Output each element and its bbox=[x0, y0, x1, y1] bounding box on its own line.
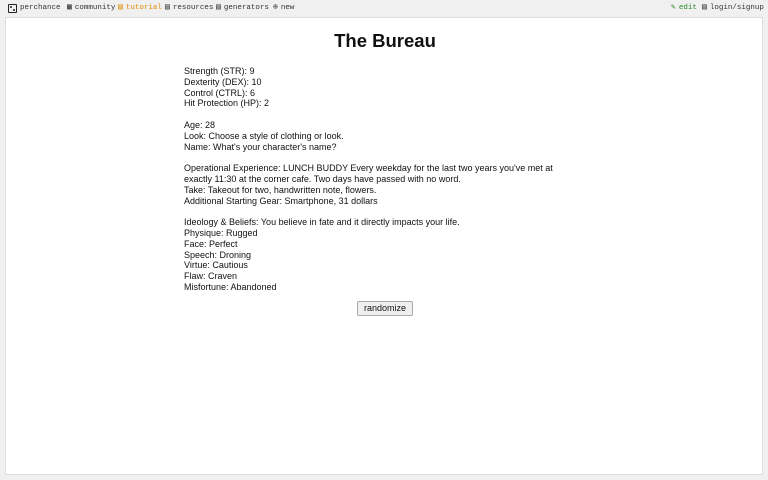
trait-physique: Physique: Rugged bbox=[184, 227, 258, 238]
spacer bbox=[184, 206, 604, 217]
trait-misfortune: Misfortune: Abandoned bbox=[184, 281, 277, 292]
stat-strength: Strength (STR): 9 bbox=[184, 66, 255, 76]
nav-resources-label: resources bbox=[172, 4, 214, 12]
character-sheet bbox=[184, 66, 604, 293]
spacer bbox=[184, 109, 604, 120]
bio-age: Age: 28 bbox=[184, 119, 216, 130]
nav-login[interactable] bbox=[702, 2, 764, 14]
nav-perchance-label: perchance bbox=[20, 4, 61, 12]
nav-resources[interactable] bbox=[165, 2, 213, 14]
experience-gear: Additional Starting Gear: Smartphone, 31 dollars bbox=[184, 195, 378, 206]
nav-generators[interactable] bbox=[216, 2, 269, 14]
bio-name: Name: What's your character's name? bbox=[184, 141, 337, 152]
trait-face: Face: Perfect bbox=[184, 238, 238, 249]
nav-community[interactable] bbox=[67, 2, 115, 14]
bio-look: Look: Choose a style of clothing or look. bbox=[184, 130, 344, 141]
experience-line-1: Operational Experience: LUNCH BUDDY Every weekday for the last two years you've met at bbox=[184, 163, 553, 174]
nav-login-label: login/signup bbox=[709, 4, 764, 12]
book-icon: ▤ bbox=[165, 3, 170, 12]
trait-flaw: Flaw: Craven bbox=[184, 271, 238, 282]
book-icon: ▤ bbox=[118, 3, 123, 12]
nav-tutorial[interactable] bbox=[118, 2, 162, 14]
nav-edit-label: edit bbox=[678, 4, 697, 12]
trait-virtue: Virtue: Cautious bbox=[184, 260, 248, 271]
trait-speech: Speech: Droning bbox=[184, 249, 252, 260]
users-icon: ▦ bbox=[67, 3, 72, 12]
nav-new[interactable] bbox=[273, 2, 294, 14]
spacer bbox=[184, 152, 604, 163]
nav-community-label: community bbox=[74, 4, 116, 12]
nav-new-label: new bbox=[280, 4, 295, 12]
plus-circle-icon: ⊕ bbox=[273, 3, 278, 12]
pencil-icon: ✎ bbox=[671, 3, 676, 12]
nav-tutorial-label: tutorial bbox=[125, 4, 162, 12]
nav-generators-label: generators bbox=[223, 4, 269, 12]
randomize-button[interactable]: randomize bbox=[357, 301, 413, 316]
experience-take: Take: Takeout for two, handwritten note, flowers. bbox=[184, 184, 377, 195]
top-navigation-bar bbox=[0, 0, 768, 16]
page-title: The Bureau bbox=[334, 30, 436, 51]
generator-output-panel bbox=[5, 17, 763, 475]
experience-line-2: exactly 11:30 at the corner cafe. Two days have passed with no word. bbox=[184, 173, 461, 184]
stat-hit-protection: Hit Protection (HP): 2 bbox=[184, 98, 270, 109]
stat-dexterity: Dexterity (DEX): 10 bbox=[184, 76, 262, 87]
nav-perchance[interactable] bbox=[8, 2, 61, 14]
nav-edit[interactable] bbox=[671, 2, 697, 14]
perchance-dice-icon bbox=[8, 4, 17, 13]
list-icon: ▤ bbox=[216, 3, 221, 12]
stat-control: Control (CTRL): 6 bbox=[184, 87, 256, 98]
trait-ideology: Ideology & Beliefs: You believe in fate and it directly impacts your life. bbox=[184, 217, 460, 228]
user-icon: ▤ bbox=[702, 3, 707, 12]
